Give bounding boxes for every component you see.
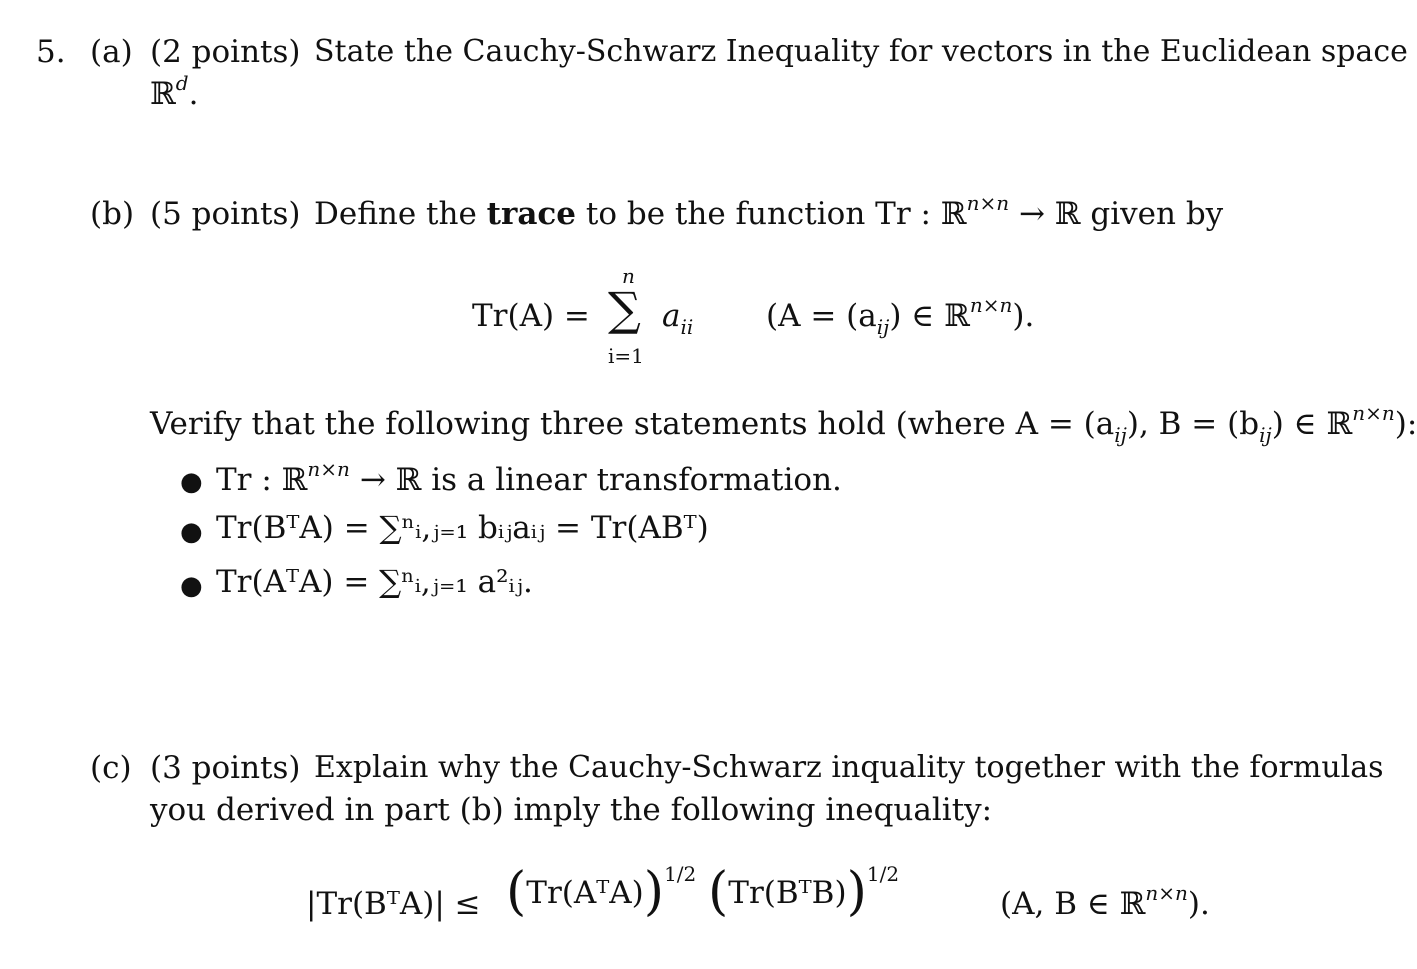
part-b-label: (b) [90,196,135,232]
bullet-icon: ● [180,517,203,547]
sum-term: $a_{ii}$ [662,298,694,339]
sum-lower-limit: i=1 [608,344,644,368]
verify-statement: Verify that the following three statements hold (where $A = (a_{ij})$, $B = (b_{ij})$ ∈ ℝ$^{n\times n}$): [150,401,1417,447]
part-c-points: (3 points) [150,750,301,786]
part-a-label: (a) [90,34,133,70]
bullet-linear-transformation: Tr : ℝ$^{n\times n}$ → ℝ is a linear transformation. [216,457,842,498]
part-c-label: (c) [90,750,132,786]
part-a-points: (2 points) [150,34,301,70]
part-a-text: State the Cauchy-Schwarz Inequality for vectors in the Euclidean space [314,34,1408,69]
bullet-trace-ata: Tr(AᵀA) = ∑ⁿᵢ,ⱼ₌₁ a²ᵢⱼ. [216,564,533,600]
bullet-icon: ● [180,467,203,497]
sum-symbol: ∑ [608,282,641,336]
inequality-factor-2: (Tr(BᵀB))$^{1/2}$ [708,862,900,922]
inequality-factor-1: (Tr(AᵀA))$^{1/2}$ [506,862,697,922]
sum-upper-limit: n [622,264,635,288]
part-a-space: ℝ$^d$. [150,71,199,112]
part-b-points: (5 points) [150,196,301,232]
inequality-condition: (A, B ∈ ℝ$^{n\times n}$). [1000,881,1210,922]
question-number: 5. [36,34,66,70]
bullet-icon: ● [180,571,203,601]
bullet-trace-bta: Tr(BᵀA) = ∑ⁿᵢ,ⱼ₌₁ bᵢⱼaᵢⱼ = Tr(ABᵀ) [216,510,709,546]
part-c-line2: you derived in part (b) imply the following inequality: [150,792,993,828]
part-c-line1: Explain why the Cauchy-Schwarz inquality together with the formulas [314,750,1384,785]
trace-formula-lhs: Tr(A) = [472,298,590,334]
trace-formula-condition: ($A = (a_{ij})$ ∈ ℝ$^{n\times n}$). [766,293,1035,339]
part-b-definition: Define the trace to be the function Tr : ℝ$^{n\times n}$ → ℝ given by [314,191,1224,232]
inequality-lhs: |Tr(BᵀA)| ≤ [306,886,481,922]
